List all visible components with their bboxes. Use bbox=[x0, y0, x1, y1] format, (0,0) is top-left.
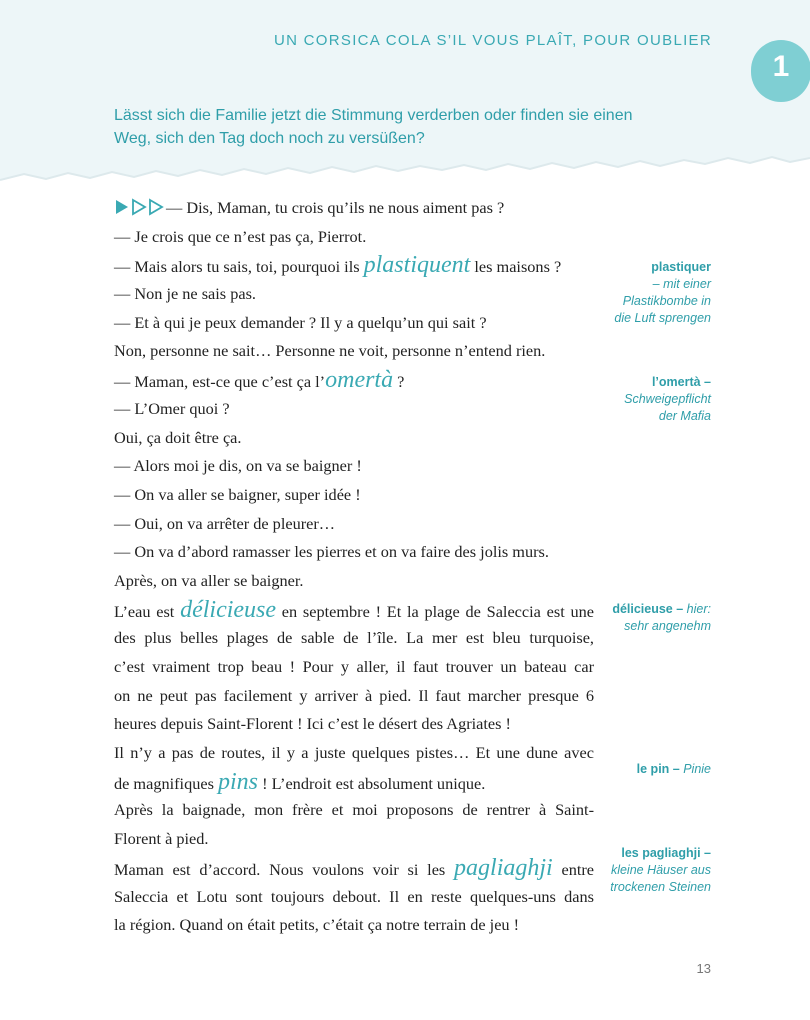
gloss-definition: Schweigepflicht bbox=[624, 392, 711, 406]
chapter-badge bbox=[751, 40, 810, 102]
header-band bbox=[0, 0, 810, 185]
page-number: 13 bbox=[696, 961, 711, 976]
text-line: — Alors moi je dis, on va se baigner ! bbox=[114, 456, 362, 476]
text-segment: en septembre ! Et la plage de Saleccia est une bbox=[276, 601, 594, 621]
text-segment: L’eau est bbox=[114, 601, 181, 621]
text-line: — Et à qui je peux demander ? Il y a quelqu’un qui sait ? bbox=[114, 312, 487, 332]
text-segment: — Mais alors tu sais, toi, pourquoi ils bbox=[114, 257, 364, 277]
text-segment: ! L’endroit est absolument unique. bbox=[258, 773, 486, 793]
text-line: Non, personne ne sait… Personne ne voit, personne n’entend rien. bbox=[114, 341, 546, 361]
gloss-definition: Plastikbombe in bbox=[622, 294, 711, 308]
gloss-plastiquer bbox=[511, 259, 711, 327]
vocab-word: plastiquent bbox=[363, 252, 471, 279]
chapter-number: 1 bbox=[772, 50, 790, 83]
gloss-definition: – mit einer bbox=[652, 277, 711, 291]
torn-paper-band bbox=[0, 0, 810, 185]
gloss-definition: kleine Häuser aus bbox=[610, 863, 711, 877]
gloss-definition: Pinie bbox=[683, 762, 711, 776]
text-line: — Je crois que ce n’est pas ça, Pierrot. bbox=[114, 226, 367, 246]
text-line: Après la baignade, mon frère et moi proposons de rentrer à Saint- bbox=[114, 800, 594, 820]
vocab-word: délicieuse bbox=[180, 596, 277, 623]
text-line bbox=[114, 194, 594, 223]
text-line: la région. Quand on était petits, c’était ça notre terrain de jeu ! bbox=[114, 915, 520, 935]
vocab-word: pins bbox=[218, 768, 259, 795]
gloss-definition: die Luft sprengen bbox=[614, 311, 711, 325]
text-line: des plus belles plages de sable de l’île. La mer est bleu turquoise, bbox=[114, 628, 594, 648]
play-arrows-icon bbox=[114, 198, 166, 216]
gloss-definition: sehr angenehm bbox=[624, 619, 711, 633]
text-line: — On va d’abord ramasser les pierres et on va faire des jolis murs. bbox=[114, 542, 549, 562]
gloss-term: les pagliaghji – bbox=[621, 846, 711, 860]
text-line: Oui, ça doit être ça. bbox=[114, 427, 242, 447]
gloss-definition: trockenen Steinen bbox=[610, 880, 711, 894]
text-line: Il n’y a pas de routes, il y a juste quelques pistes… Et une dune avec bbox=[114, 743, 594, 763]
text-line: heures depuis Saint-Florent ! Ici c’est le désert des Agriates ! bbox=[114, 714, 511, 734]
text-line: c’est vraiment trop beau ! Pour y aller, il faut trouver un bateau car bbox=[114, 657, 594, 676]
text-line: Saleccia et Lotu sont toujours debout. Il en reste quelques-uns dans bbox=[114, 886, 594, 906]
text-line: Florent à pied. bbox=[114, 829, 209, 849]
running-title: UN CORSICA COLA S’IL VOUS PLAÎT, POUR OUBLIER bbox=[273, 32, 712, 49]
gloss-term: plastiquer bbox=[651, 260, 711, 274]
text-line: Après, on va aller se baigner. bbox=[114, 570, 304, 590]
text-line: — Oui, on va arrêter de pleurer… bbox=[114, 513, 336, 533]
intro-line-2: Weg, sich den Tag doch noch zu versüßen? bbox=[114, 130, 425, 147]
text-segment: de magnifiques bbox=[114, 773, 218, 793]
text-segment: les maisons ? bbox=[470, 257, 562, 277]
text-segment: ? bbox=[393, 372, 405, 392]
text-line: — L’Omer quoi ? bbox=[114, 398, 230, 418]
gloss-term: le pin – bbox=[636, 762, 684, 776]
gloss-definition: hier: bbox=[686, 602, 711, 616]
gloss-pagliaghji bbox=[511, 845, 711, 896]
text-segment: entre bbox=[552, 859, 595, 879]
gloss-term: l’omertà – bbox=[651, 375, 711, 389]
text-line-content: — Dis, Maman, tu crois qu’ils ne nous aiment pas ? bbox=[166, 198, 505, 217]
gloss-definition: der Mafia bbox=[658, 409, 711, 423]
vocab-word: omertà bbox=[325, 367, 394, 394]
text-line: — On va aller se baigner, super idée ! bbox=[114, 484, 361, 504]
gloss-omerta bbox=[511, 374, 711, 425]
text-line: on ne peut pas facilement y arriver à pied. Il faut marcher presque 6 bbox=[114, 685, 594, 705]
gloss-term: délicieuse – bbox=[612, 602, 687, 616]
text-line: — Non je ne sais pas. bbox=[114, 284, 256, 304]
text-segment: — Maman, est-ce que c’est ça l’ bbox=[114, 372, 326, 392]
intro-text bbox=[114, 104, 694, 150]
vocab-word: pagliaghji bbox=[454, 854, 553, 881]
intro-line-1: Lässt sich die Familie jetzt die Stimmung verderben oder finden sie einen bbox=[114, 107, 633, 124]
text-segment: Maman est d’accord. Nous voulons voir si les bbox=[114, 859, 455, 879]
gloss-pin bbox=[511, 761, 711, 778]
gloss-delicieuse bbox=[511, 601, 711, 635]
